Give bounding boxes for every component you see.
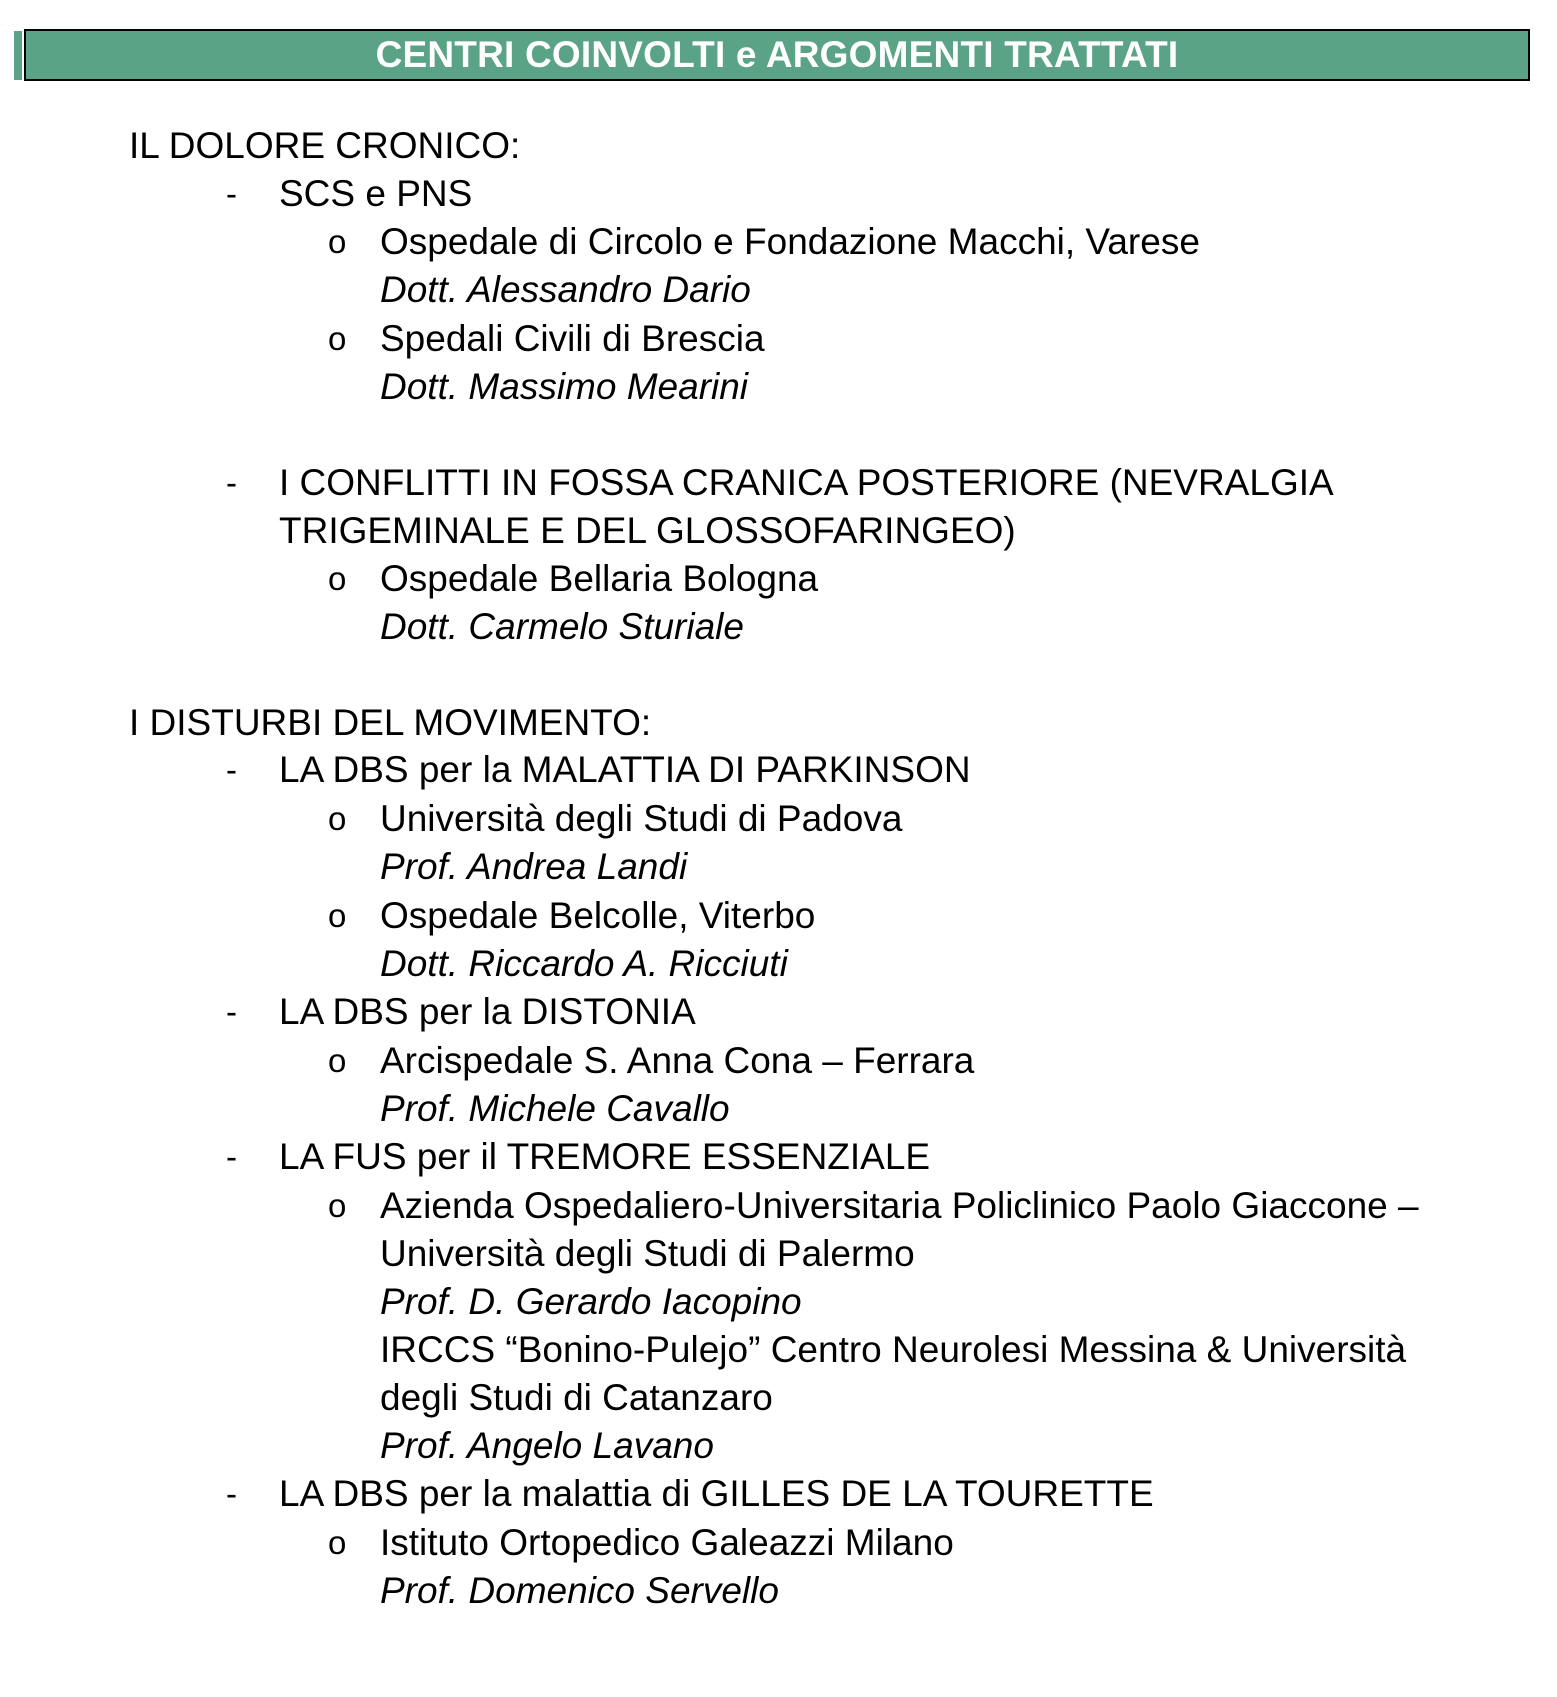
topic-title: LA FUS per il TREMORE ESSENZIALE [279, 1136, 931, 1177]
topic-title: SCS e PNS [279, 173, 473, 214]
doctor-name: Prof. D. Gerardo Iacopino [380, 1281, 802, 1322]
circle-bullet: o [328, 320, 347, 357]
dash-bullet: - [226, 993, 237, 1030]
circle-bullet: o [328, 560, 347, 597]
doctor-name: Dott. Carmelo Sturiale [380, 606, 744, 647]
dash-bullet: - [226, 1475, 237, 1512]
doctor-name: Dott. Riccardo A. Ricciuti [380, 943, 788, 984]
topic-title: LA DBS per la malattia di GILLES DE LA TOURETTE [279, 1473, 1154, 1514]
doctor-name: Prof. Angelo Lavano [380, 1425, 714, 1466]
center-name: IRCCS “Bonino-Pulejo” Centro Neurolesi Messina & Università [380, 1329, 1407, 1370]
center-name: Ospedale Bellaria Bologna [380, 558, 819, 599]
center-name: Azienda Ospedaliero-Universitaria Policlinico Paolo Giaccone – [380, 1185, 1419, 1226]
doctor-name: Dott. Alessandro Dario [380, 269, 751, 310]
circle-bullet: o [328, 1042, 347, 1079]
circle-bullet: o [328, 1524, 347, 1561]
header-bar [24, 29, 1530, 81]
dash-bullet: - [226, 751, 237, 788]
header-accent [14, 31, 22, 80]
dash-bullet: - [226, 464, 237, 501]
topic-title: LA DBS per la DISTONIA [279, 991, 696, 1032]
doctor-name: Prof. Michele Cavallo [380, 1088, 730, 1129]
topic-title-continuation: TRIGEMINALE E DEL GLOSSOFARINGEO) [279, 510, 1016, 551]
circle-bullet: o [328, 1187, 347, 1224]
center-name-continuation: degli Studi di Catanzaro [380, 1377, 773, 1418]
dash-bullet: - [226, 1138, 237, 1175]
center-name: Università degli Studi di Padova [380, 798, 903, 839]
circle-bullet: o [328, 800, 347, 837]
circle-bullet: o [328, 897, 347, 934]
center-name: Istituto Ortopedico Galeazzi Milano [380, 1522, 954, 1563]
doctor-name: Prof. Domenico Servello [380, 1570, 779, 1611]
center-name: Ospedale Belcolle, Viterbo [380, 895, 816, 936]
center-name: Arcispedale S. Anna Cona – Ferrara [380, 1040, 975, 1081]
doctor-name: Dott. Massimo Mearini [380, 366, 749, 407]
section-title: IL DOLORE CRONICO: [129, 125, 521, 166]
center-name: Spedali Civili di Brescia [380, 318, 765, 359]
center-name: Ospedale di Circolo e Fondazione Macchi, Varese [380, 221, 1200, 262]
section-title: I DISTURBI DEL MOVIMENTO: [129, 702, 652, 743]
page-title: CENTRI COINVOLTI e ARGOMENTI TRATTATI [375, 34, 1179, 75]
center-name-continuation: Università degli Studi di Palermo [380, 1233, 915, 1274]
circle-bullet: o [328, 223, 347, 260]
doctor-name: Prof. Andrea Landi [380, 846, 688, 887]
topic-title: I CONFLITTI IN FOSSA CRANICA POSTERIORE (NEVRALGIA [279, 462, 1334, 503]
dash-bullet: - [226, 175, 237, 212]
topic-title: LA DBS per la MALATTIA DI PARKINSON [279, 749, 971, 790]
